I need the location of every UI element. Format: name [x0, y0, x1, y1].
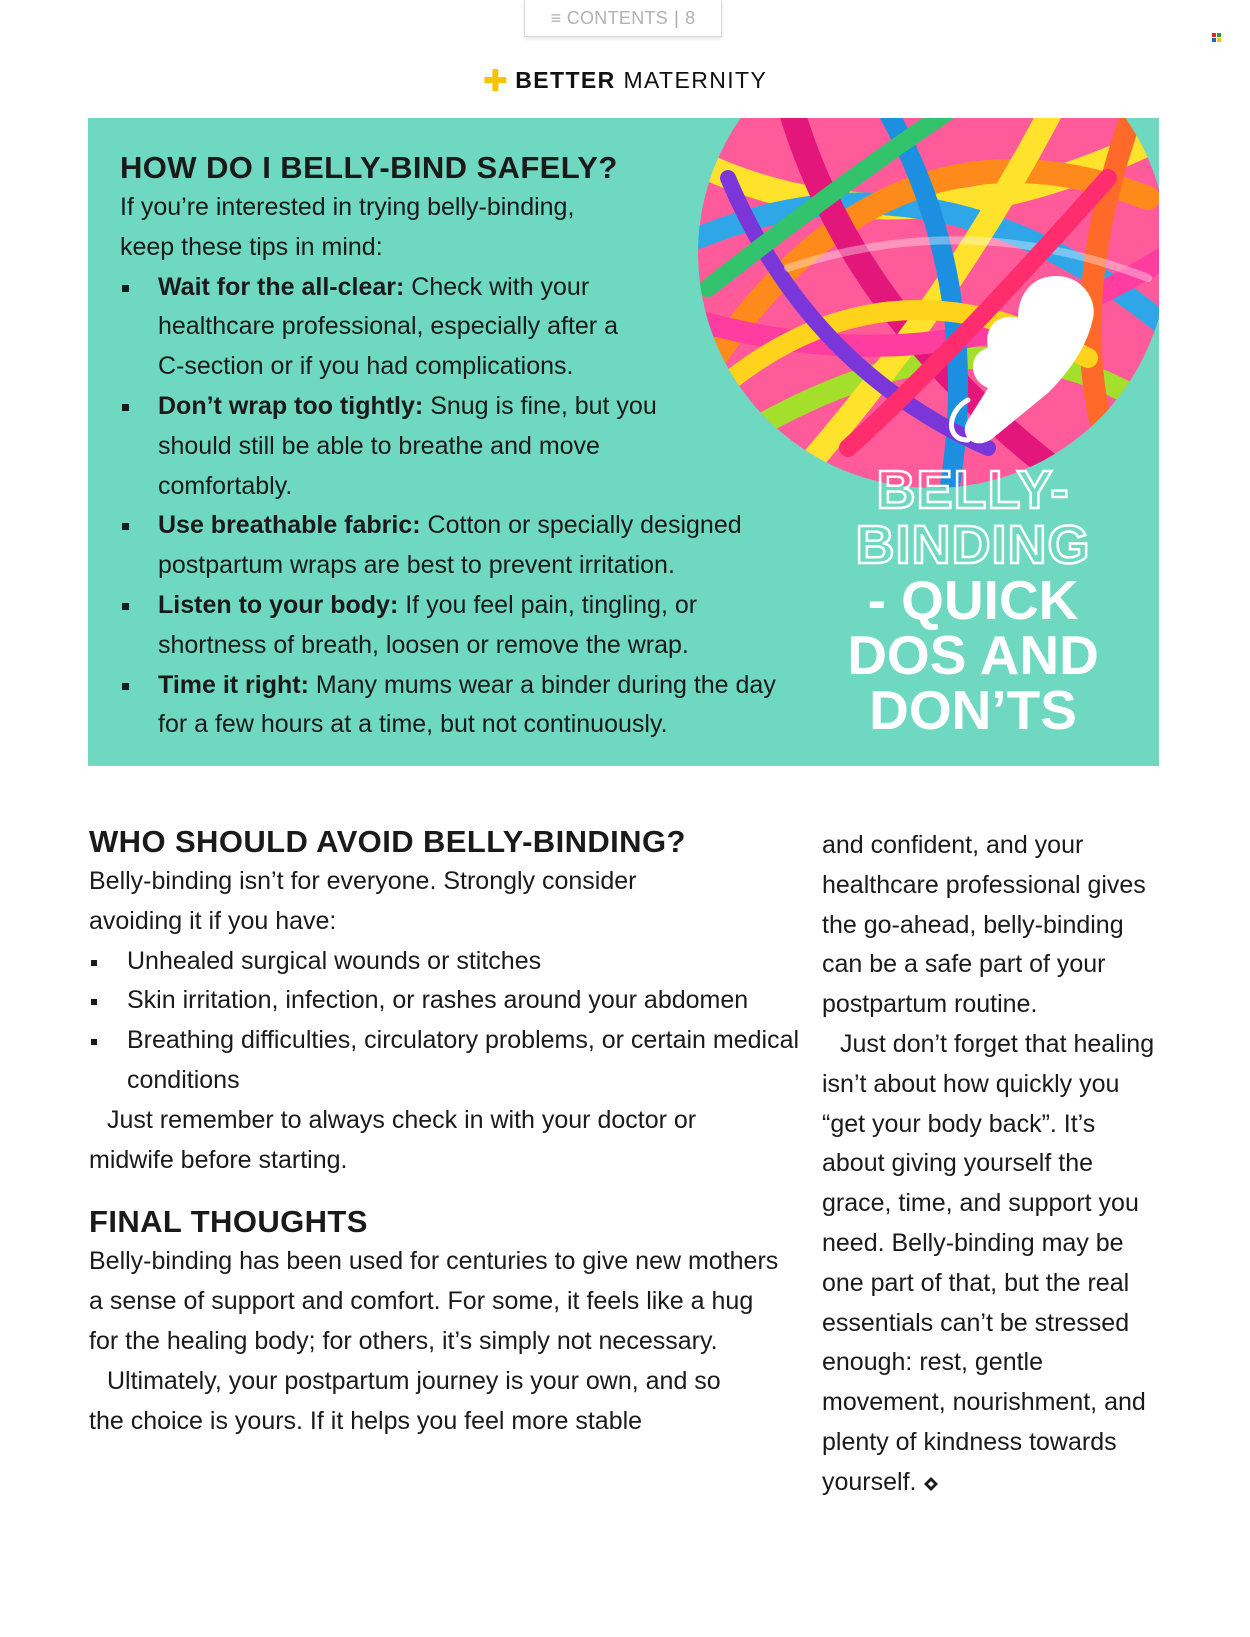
list-item: Wait for the all-clear: Check with your healthcare professional, especially after a C-section or if you had complications.: [120, 268, 638, 387]
page-number: 8: [685, 7, 696, 28]
avoid-closing: Just remember to always check in with your doctor or midwife before starting.: [89, 1105, 697, 1174]
avoid-heading: WHO SHOULD AVOID BELLY-BINDING?: [89, 824, 686, 859]
brand-header: [0, 64, 1250, 99]
corner-mark-icon: [1212, 33, 1221, 42]
side-title-line: DON’TS: [869, 679, 1077, 741]
tips-heading: HOW DO I BELLY-BIND SAFELY?: [120, 150, 618, 185]
side-title-line: DOS AND: [847, 624, 1099, 686]
brand-bold: BETTER: [515, 67, 616, 93]
brand-light: MATERNITY: [623, 67, 768, 93]
list-item: Unhealed surgical wounds or stitches: [89, 942, 789, 982]
contents-nav-label: ≡ CONTENTS: [550, 7, 669, 28]
tips-panel: [88, 118, 1159, 766]
end-mark-icon: [924, 1477, 938, 1491]
list-item: Time it right: Many mums wear a binder during the day for a few hours at a time, but not continuously.: [120, 666, 798, 746]
final-paragraph-1: Belly-binding has been used for centuries to give new mothers a sense of support and comfort. For some, it feels like a hug for the healing body; for others, it’s simply not necessary.: [89, 1247, 779, 1355]
avoid-intro: Belly-binding isn’t for everyone. Strongly consider avoiding it if you have:: [89, 867, 637, 935]
left-column: [89, 822, 800, 1441]
tips-text-block: [120, 148, 820, 745]
side-title-line: BINDING: [855, 515, 1091, 575]
plus-icon: ✚: [482, 65, 510, 98]
list-item: Skin irritation, infection, or rashes around your abdomen: [89, 981, 767, 1021]
tips-list: [120, 268, 820, 746]
avoid-list: [89, 942, 800, 1101]
list-item: Breathing difficulties, circulatory problems, or certain medical conditions: [89, 1021, 817, 1101]
right-paragraph-1: and confident, and your healthcare professional gives the go-ahead, belly-binding can be a safe part of your postpartum routine.: [822, 831, 1146, 1019]
tips-intro: If you’re interested in trying belly-binding, keep these tips in mind:: [120, 193, 575, 261]
side-title-line: - QUICK: [867, 569, 1079, 631]
right-column: [822, 826, 1162, 1503]
side-title: [813, 460, 1133, 741]
contents-nav-button[interactable]: ≡ CONTENTS | 8: [524, 0, 722, 37]
final-heading: FINAL THOUGHTS: [89, 1204, 368, 1240]
list-item: Use breathable fabric: Cotton or specially designed postpartum wraps are best to prevent irritation.: [120, 506, 818, 586]
list-item: Don’t wrap too tightly: Snug is fine, but you should still be able to breathe and move comfortably.: [120, 387, 658, 506]
final-paragraph-2: Ultimately, your postpartum journey is your own, and so the choice is yours. If it helps you feel more stable: [89, 1366, 721, 1435]
side-title-line: BELLY-: [876, 460, 1070, 520]
list-item: Listen to your body: If you feel pain, tingling, or shortness of breath, loosen or remove the wrap.: [120, 586, 728, 666]
right-paragraph-2: Just don’t forget that healing isn’t about how quickly you “get your body back”. It’s about giving yourself the grace, time, and support you need. Belly-binding may be one part of that, but the real essentials can’t be stressed enough: rest, gentle movement, nourishment, and plenty of kindness towards yourself.: [822, 1029, 1155, 1496]
